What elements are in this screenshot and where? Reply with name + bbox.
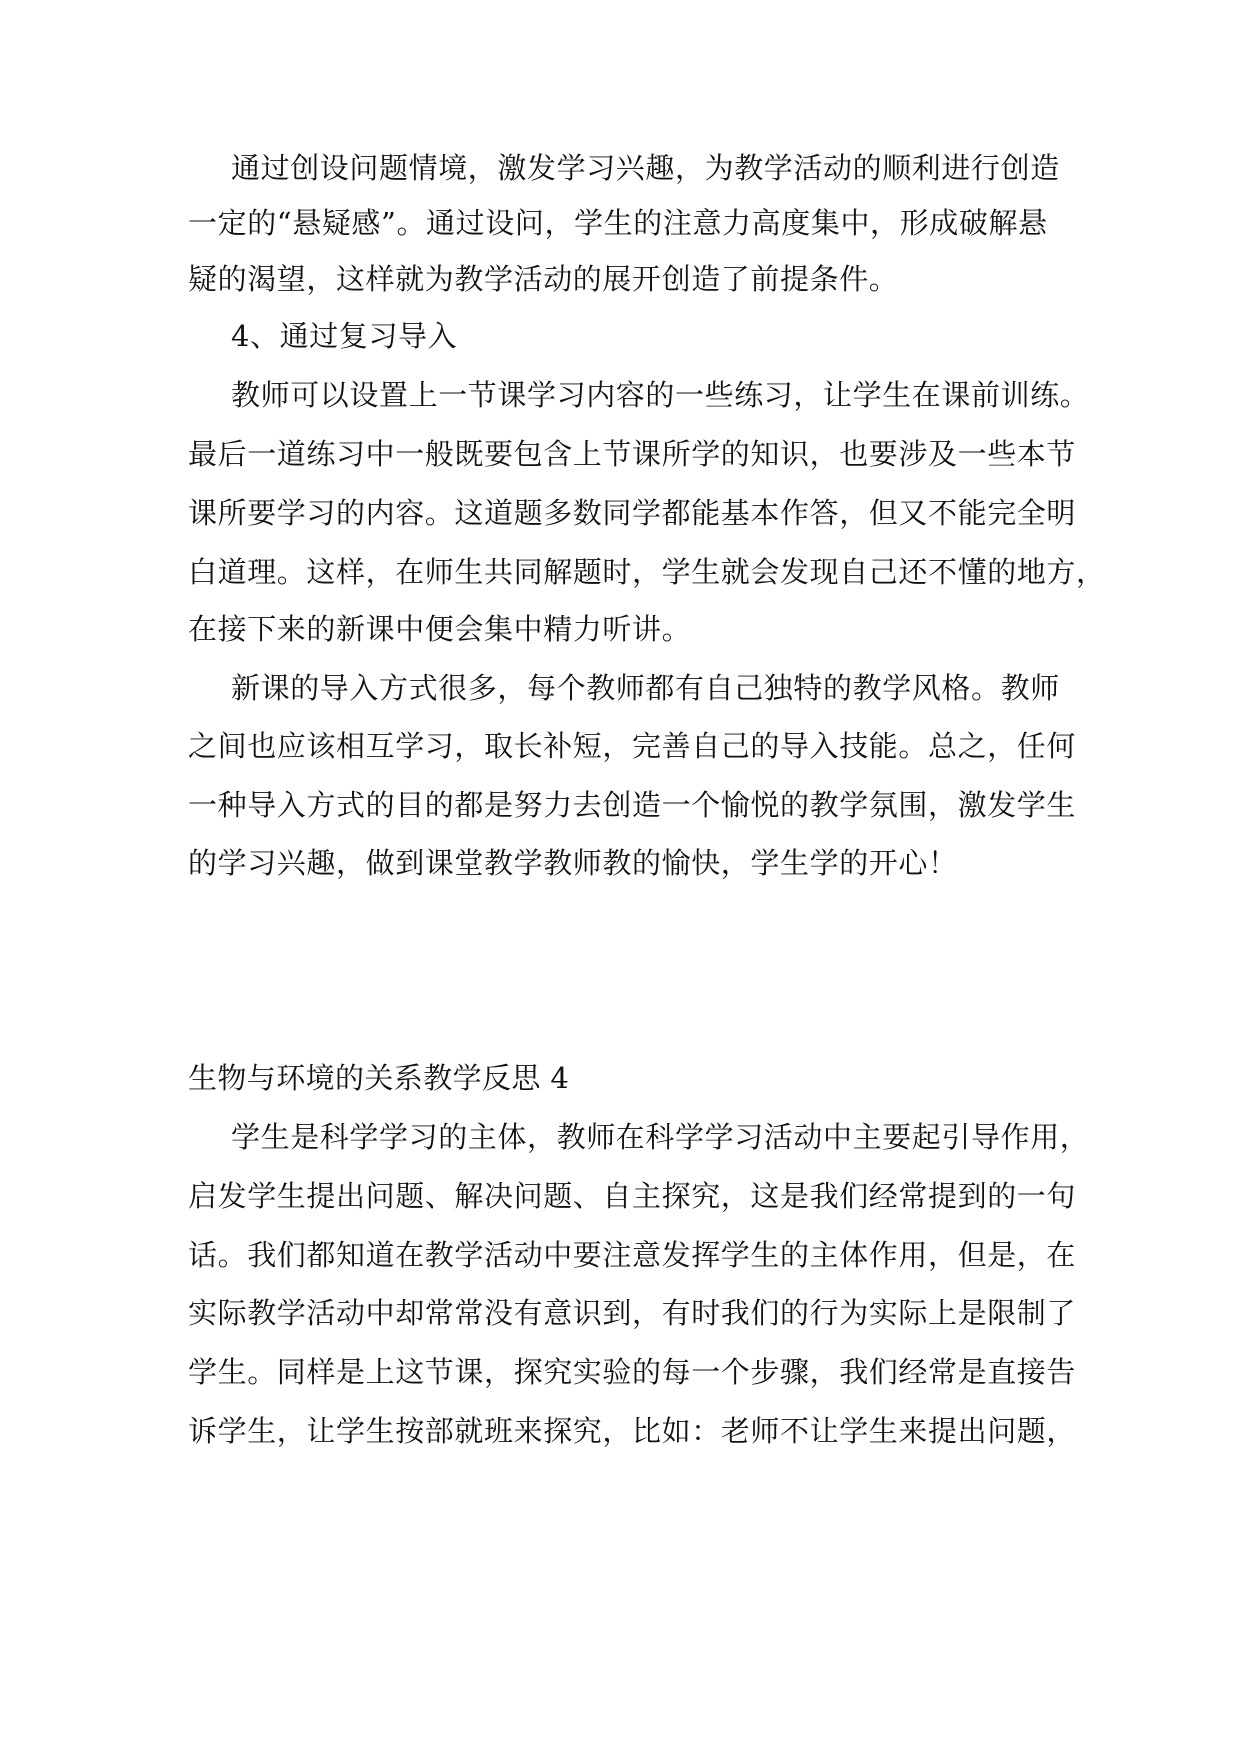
paragraph-line: 话。我们都知道在教学活动中要注意发挥学生的主体作用，但是，在 [188,1238,1077,1272]
paragraph-line: 教师可以设置上一节课学习内容的一些练习，让学生在课前训练。 [231,378,1090,412]
subheading: 4、通过复习导入 [231,319,458,353]
paragraph-line: 学生。同样是上这节课，探究实验的每一个步骤，我们经常是直接告 [188,1355,1077,1389]
paragraph-line: 新课的导入方式很多，每个教师都有自己独特的教学风格。教师 [231,671,1060,705]
paragraph-line: 在接下来的新课中便会集中精力听讲。 [188,612,692,646]
paragraph-line: 诉学生，让学生按部就班来探究，比如：老师不让学生来提出问题， [188,1414,1077,1448]
section-title: 生物与环境的关系教学反思 4 [188,1061,570,1095]
paragraph-line: 启发学生提出问题、解决问题、自主探究，这是我们经常提到的一句 [188,1179,1077,1213]
paragraph-line: 一定的“悬疑感”。通过设问，学生的注意力高度集中，形成破解悬 [188,206,1048,240]
paragraph-line: 的学习兴趣，做到课堂教学教师教的愉快，学生学的开心！ [188,846,958,880]
paragraph-line: 白道理。这样，在师生共同解题时，学生就会发现自己还不懂的地方， [188,555,1106,589]
paragraph-line: 课所要学习的内容。这道题多数同学都能基本作答，但又不能完全明 [188,496,1077,530]
paragraph-line: 一种导入方式的目的都是努力去创造一个愉悦的教学氛围，激发学生 [188,788,1077,822]
paragraph-line: 之间也应该相互学习，取长补短，完善自己的导入技能。总之，任何 [188,729,1077,763]
paragraph-line: 通过创设问题情境，激发学习兴趣，为教学活动的顺利进行创造 [231,151,1060,185]
paragraph-line: 学生是科学学习的主体，教师在科学学习活动中主要起引导作用， [231,1120,1090,1154]
paragraph-line: 最后一道练习中一般既要包含上节课所学的知识，也要涉及一些本节 [188,437,1077,471]
paragraph-line: 疑的渴望，这样就为教学活动的展开创造了前提条件。 [188,262,899,296]
paragraph-line: 实际教学活动中却常常没有意识到，有时我们的行为实际上是限制了 [188,1296,1077,1330]
